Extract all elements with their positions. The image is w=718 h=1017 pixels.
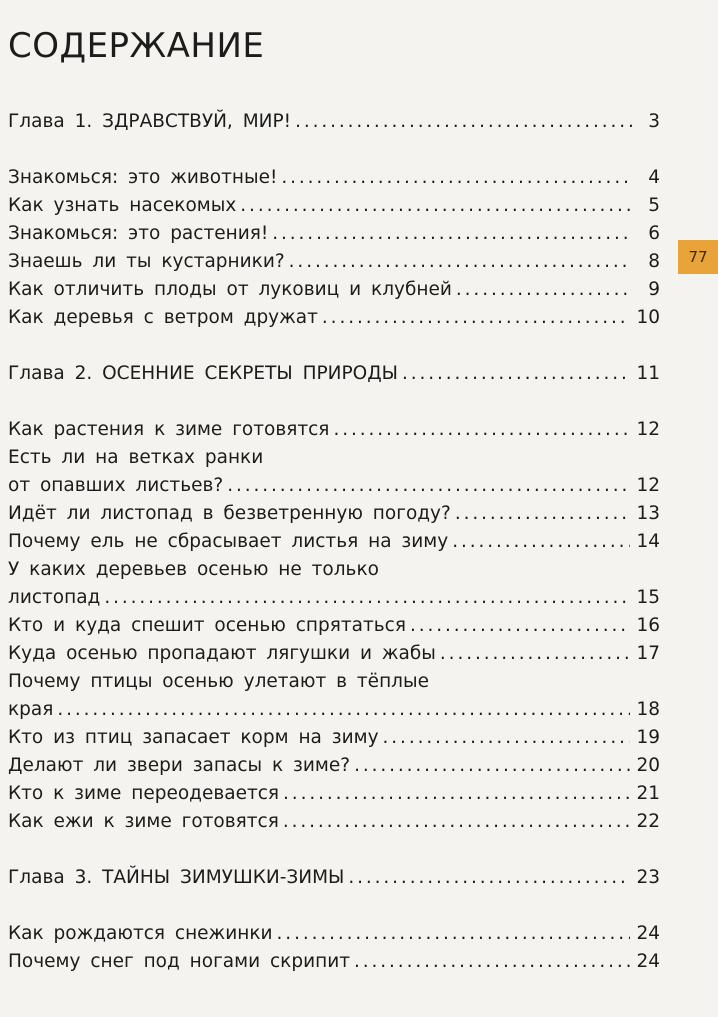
toc-page-number: 15 xyxy=(636,587,660,608)
toc-entry xyxy=(8,810,660,834)
toc-entry-text: листопад xyxy=(8,587,101,608)
toc-entry-text: Как отличить плоды от луковиц и клубней xyxy=(8,279,452,300)
toc-page-number: 22 xyxy=(636,811,660,832)
toc-page-number: 4 xyxy=(648,167,660,188)
toc-page-number: 24 xyxy=(636,951,660,972)
toc-entry-text: Кто из птиц запасает корм на зиму xyxy=(8,727,379,748)
toc-entry-text: Знакомься: это животные! xyxy=(8,167,278,188)
toc-entry xyxy=(8,950,660,974)
page-title: СОДЕРЖАНИЕ xyxy=(8,26,265,66)
toc-entry-text: Как деревья с ветром дружат xyxy=(8,307,318,328)
toc-page-number: 21 xyxy=(636,783,660,804)
toc-page-number: 10 xyxy=(636,307,660,328)
toc-page-number: 14 xyxy=(636,531,660,552)
toc-page-number: 12 xyxy=(636,419,660,440)
toc-entry xyxy=(8,306,660,330)
toc-entry-text: Как рождаются снежинки xyxy=(8,923,273,944)
toc-entry-text: Кто и куда спешит осенью спрятаться xyxy=(8,615,406,636)
toc-entry xyxy=(8,194,660,218)
toc-entry-text: Почему снег под ногами скрипит xyxy=(8,951,350,972)
toc-entry xyxy=(8,670,660,722)
toc-page-number: 3 xyxy=(648,111,660,132)
toc-page-number: 16 xyxy=(636,615,660,636)
toc-page-number: 13 xyxy=(636,503,660,524)
toc-entry-chapter-2 xyxy=(8,362,660,386)
toc-page-number: 20 xyxy=(636,755,660,776)
toc-page-number: 24 xyxy=(636,923,660,944)
page-number-tab: 77 xyxy=(678,240,718,274)
toc-entry xyxy=(8,614,660,638)
toc-page-number: 17 xyxy=(636,643,660,664)
toc-entry-text: Куда осенью пропадают лягушки и жабы xyxy=(8,643,436,664)
toc-page-number: 5 xyxy=(648,195,660,216)
toc-entry-text: края xyxy=(8,699,54,720)
toc-entry-line1: У каких деревьев осенью не только xyxy=(8,559,379,580)
toc-entry-text: Глава 1. ЗДРАВСТВУЙ, МИР! xyxy=(8,111,292,132)
toc-entry-chapter-1 xyxy=(8,110,660,134)
toc-page-number: 23 xyxy=(636,867,660,888)
toc-entry-text: Как ежи к зиме готовятся xyxy=(8,811,279,832)
toc-entry xyxy=(8,642,660,666)
toc-page-number: 18 xyxy=(636,699,660,720)
toc-page-number: 11 xyxy=(636,363,660,384)
toc-entry-text: Как узнать насекомых xyxy=(8,195,237,216)
toc-entry-text: Глава 2. ОСЕННИЕ СЕКРЕТЫ ПРИРОДЫ xyxy=(8,363,398,384)
toc-entry xyxy=(8,222,660,246)
toc-entry xyxy=(8,166,660,190)
toc-entry-chapter-3 xyxy=(8,866,660,890)
toc-entry xyxy=(8,922,660,946)
toc-entry xyxy=(8,502,660,526)
toc-entry xyxy=(8,278,660,302)
toc-entry-text: Знаешь ли ты кустарники? xyxy=(8,251,285,272)
toc-entry-text: от опавших листьев? xyxy=(8,475,224,496)
toc-entry xyxy=(8,726,660,750)
toc-entry xyxy=(8,446,660,498)
toc-page-number: 8 xyxy=(648,251,660,272)
toc-entry xyxy=(8,418,660,442)
toc-entry-text: Знакомься: это растения! xyxy=(8,223,269,244)
toc-entry-line1: Почему птицы осенью улетают в тёплые xyxy=(8,671,429,692)
toc-entry-text: Как растения к зиме готовятся xyxy=(8,419,330,440)
toc-entry xyxy=(8,782,660,806)
toc-entry xyxy=(8,530,660,554)
toc-entry-text: Идёт ли листопад в безветренную погоду? xyxy=(8,503,451,524)
toc-entry xyxy=(8,754,660,778)
toc-entry-text: Почему ель не сбрасывает листья на зиму xyxy=(8,531,449,552)
toc-entry xyxy=(8,558,660,610)
toc-entry-line1: Есть ли на ветках ранки xyxy=(8,447,264,468)
toc-page-number: 19 xyxy=(636,727,660,748)
toc-page-number: 6 xyxy=(648,223,660,244)
toc-page-number: 12 xyxy=(636,475,660,496)
toc-entry-text: Кто к зиме переодевается xyxy=(8,783,280,804)
toc-entry xyxy=(8,250,660,274)
toc-entry-text: Делают ли звери запасы к зиме? xyxy=(8,755,351,776)
toc-page-number: 9 xyxy=(648,279,660,300)
toc-entry-text: Глава 3. ТАЙНЫ ЗИМУШКИ-ЗИМЫ xyxy=(8,867,345,888)
